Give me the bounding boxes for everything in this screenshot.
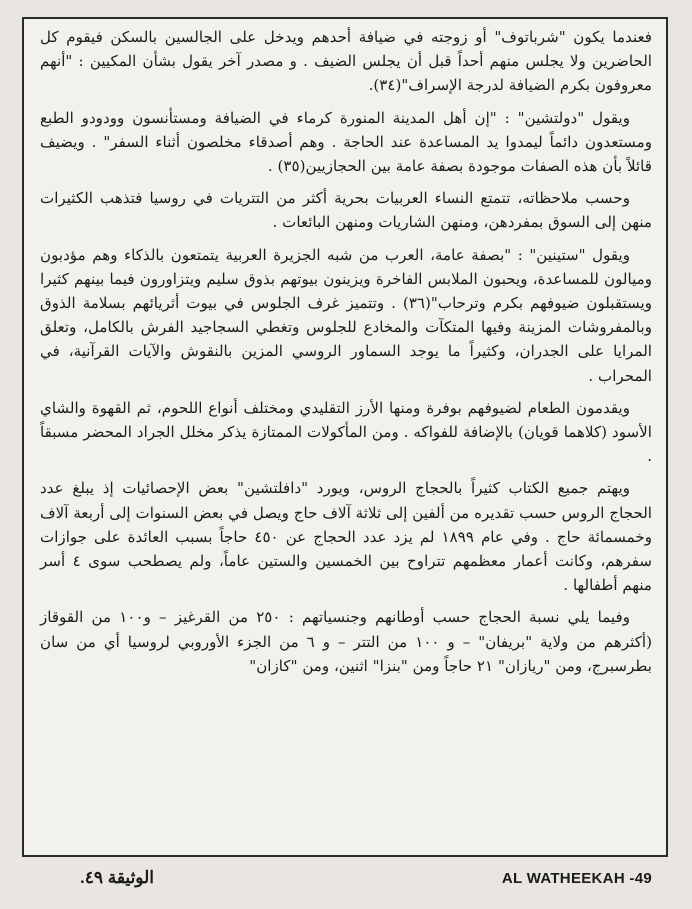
paragraph: ويقول "ستينين" : "بصفة عامة، العرب من شبه الجزيرة العربية يتمتعون بالذكاء وهم مؤدبون وميالون للمساعدة، ويحبون الملابس الفاخرة ويزينون بيوتهم بذوق سليم ويتزاورون فيما بينهم كثيرا ويستقبلون ضيوفهم بكرم وترحاب"(٣٦) . وتتميز غرف الجلوس في بيوت أثريائهم بسلامة الذوق وبالمفروشات المزينة وفيها المتكآت والمخادع للجلوس وتغطي السجاجيد الفرش بالكامل، وتعلق المرايا على الجدران، وكثيراً ما يوجد السماور الروسي المزين بالنقوش والآيات القرآنية، في المحراب . [40, 245, 652, 385]
footer-arabic-page-label: الوثيقة ٤٩. [80, 868, 154, 887]
paragraph: ويقول "دولتشين" : "إن أهل المدينة المنورة كرماء في الضيافة ومستأنسون وودودو الطبع ومستعدون دائماً ليمدوا يد المساعدة عند الحاجة . وهم أصدقاء مخلصون أثناء السفر" . ويضيف قائلاً بأن هذه الصفات موجودة بصفة عامة بين الحجازيين(٣٥) . [40, 108, 652, 176]
paragraph: ويهتم جميع الكتاب كثيراً بالحجاج الروس، ويورد "دافلتشين" بعض الإحصائيات إذ يبلغ عدد الحجاج الروس حسب تقديره من ألفين إلى ثلاثة آلاف حاج ويصل في بعض السنوات إلى أربعة آلاف وخمسمائة حاج . وفي عام ١٨٩٩ لم يزد عدد الحجاج عن ٤٥٠ حاجاً بسبب العائدة على جوازات سفرهم، وكانت أعمار معظمهم تتراوح بين الخمسين والستين عاماً، ولم يصطحب سوى ٤ أسر منهم أطفالها . [40, 479, 652, 595]
paragraph: فعندما يكون "شرباتوف" أو زوجته في ضيافة أحدهم ويدخل على الجالسين بالسكن فيقوم كل الحاضرين ولا يجلس منهم أحداً قبل أن يجلس الضيف . و مصدر آخر يقول بشأن المكيين : "أنهم معروفون بكرم الضيافة لدرجة الإسراف"(٣٤). [40, 28, 652, 95]
page-footer [0, 866, 692, 896]
body-text [40, 25, 652, 678]
paragraph: وفيما يلي نسبة الحجاج حسب أوطانهم وجنسياتهم : ٢٥٠ من القرغيز – و١٠٠ من القوقاز (أكثرهم من ولاية "بريفان" – و ١٠٠ من التتر – و ٦ من الجزء الأوروبي لروسيا أي من سان بطرسبرج، ومن "ريازان" ٢١ حاجاً ومن "بنزا" اثنين، ومن "كازان" [40, 608, 653, 675]
paragraph: وحسب ملاحظاته، تتمتع النساء العربيات بحرية أكثر من التتريات في روسيا فتذهب الكثيرات منهن إلى السوق بمفردهن، ومنهن الشاريات ومنهن البائعات . [40, 189, 652, 232]
footer-latin-page-label: AL WATHEEKAH -49 [501, 870, 652, 887]
page-frame [22, 17, 668, 857]
paragraph: ويقدمون الطعام لضيوفهم بوفرة ومنها الأرز التقليدي ومختلف أنواع اللحوم، ثم القهوة والشاي الأسود (كلاهما قويان) بالإضافة للفواكه . ومن المأكولات الممتازة يذكر مخلل الجراد المحضر مسبقاً . [40, 398, 652, 466]
